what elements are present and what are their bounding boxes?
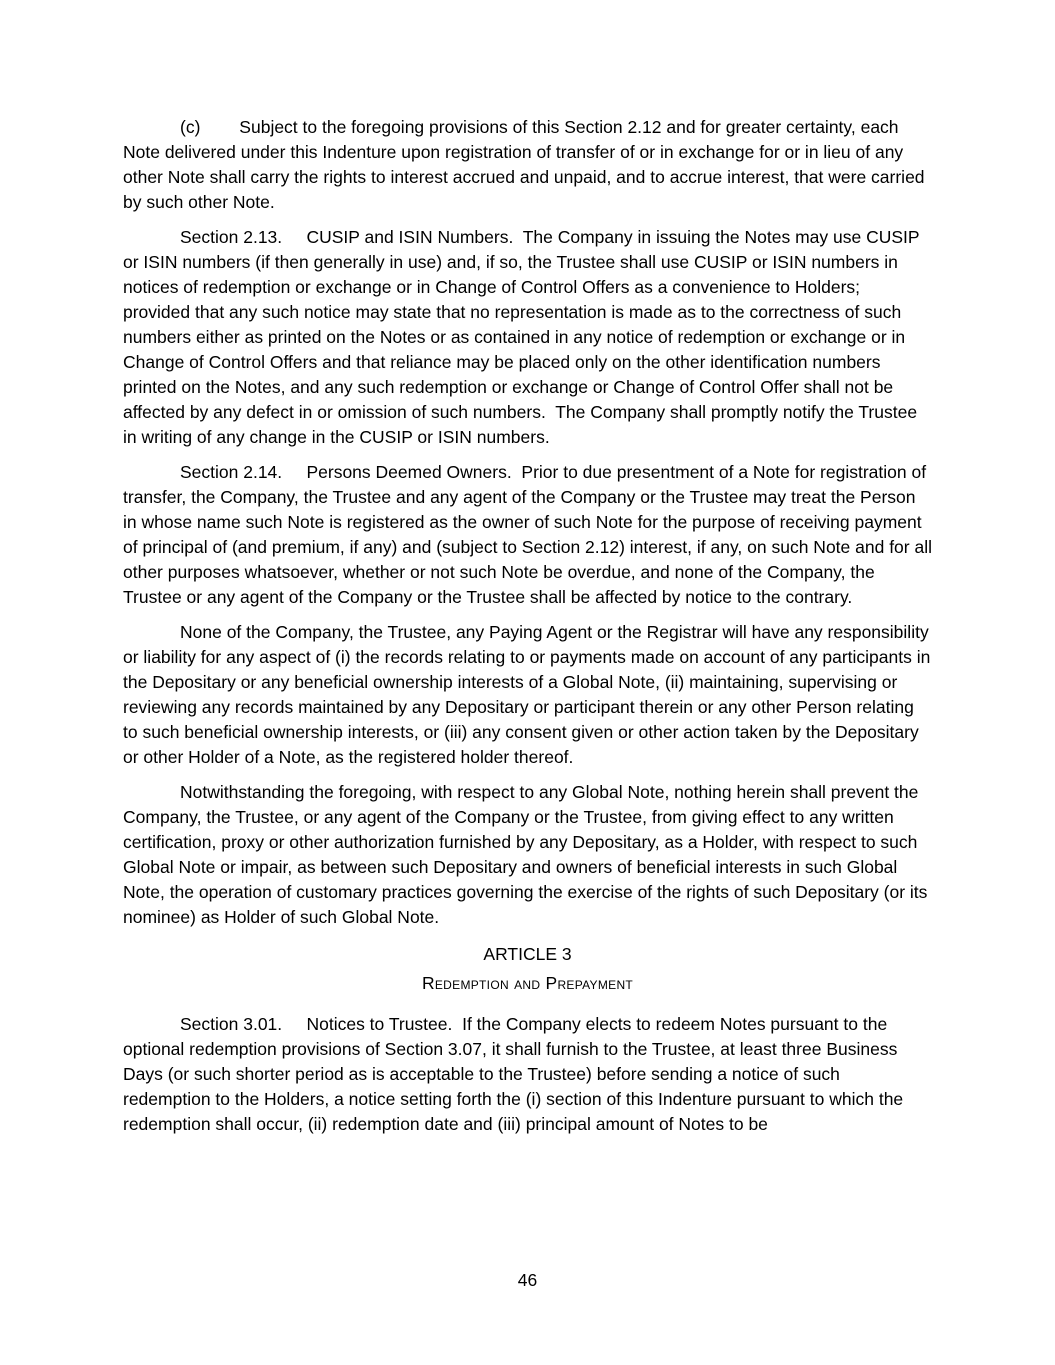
paragraph-section-2-13: Section 2.13. CUSIP and ISIN Numbers. The Company in issuing the Notes may use CUSIP or ISIN numbers (if then generally in use) and, if so, the Trustee shall use CUSIP or ISIN numbers in notices of redemption or exchange or in Change of Control Offers as a convenience to Holders; provided that any such notice may state that no representation is made as to the correctness of such numbers either as printed on the Notes or as contained in any notice of redemption or exchange or in Change of Control Offers and that reliance may be placed only on the other identification numbers printed on the Notes, and any such redemption or exchange or Change of Control Offer shall not be affected by any defect in or omission of such numbers. The Company shall promptly notify the Trustee in writing of any change in the CUSIP or ISIN numbers. bbox=[123, 227, 925, 447]
paragraph-none-of-company: None of the Company, the Trustee, any Paying Agent or the Registrar will have any responsibility or liability for any aspect of (i) the records relating to or payments made on account of any participants in the Depositary or any beneficial ownership interests of a Global Note, (ii) maintaining, supervising or reviewing any records maintained by any Depositary or participant therein or any other Person relating to such beneficial ownership interests, or (iii) any consent given or other action taken by the Depositary or other Holder of a Note, as the registered holder thereof. bbox=[123, 622, 936, 767]
paragraph-subsection-c: (c) Subject to the foregoing provisions of this Section 2.12 and for greater certainty, each Note delivered under this Indenture upon registration of transfer of or in exchange for or in lieu of any other Note shall carry the rights to interest accrued and unpaid, and to accrue interest, that were carried by such other Note. bbox=[123, 117, 930, 212]
page-number: 46 bbox=[517, 1270, 538, 1290]
paragraph-notwithstanding: Notwithstanding the foregoing, with respect to any Global Note, nothing herein shall prevent the Company, the Trustee, or any agent of the Company or the Trustee, from giving effect to any written certification, proxy or other authorization furnished by any Depositary, as a Holder, with respect to such Global Note or impair, as between such Depositary and owners of beneficial interests in such Global Note, the operation of customary practices governing the exercise of the rights of such Depositary (or its nominee) as Holder of such Global Note. bbox=[123, 782, 933, 927]
paragraph-section-2-14: Section 2.14. Persons Deemed Owners. Prior to due presentment of a Note for registration of transfer, the Company, the Trustee and any agent of the Company or the Trustee may treat the Person in whose name such Note is registered as the owner of such Note for the purpose of receiving payment of principal of (and premium, if any) and (subject to Section 2.12) interest, if any, on such Note and for all other purposes whatsoever, whether or not such Note be overdue, and none of the Company, the Trustee or any agent of the Company or the Trustee shall be affected by notice to the contrary. bbox=[123, 462, 937, 607]
article-subheading: Redemption and Prepayment bbox=[421, 973, 634, 993]
article-heading: ARTICLE 3 bbox=[483, 944, 572, 964]
paragraph-section-3-01: Section 3.01. Notices to Trustee. If the Company elects to redeem Notes pursuant to the optional redemption provisions of Section 3.07, it shall furnish to the Trustee, at least three Business Days (or such shorter period as is acceptable to the Trustee) before sending a notice of such redemption to the Holders, a notice setting forth the (i) section of this Indenture pursuant to which the redemption shall occur, (ii) redemption date and (iii) principal amount of Notes to be bbox=[123, 1014, 909, 1134]
